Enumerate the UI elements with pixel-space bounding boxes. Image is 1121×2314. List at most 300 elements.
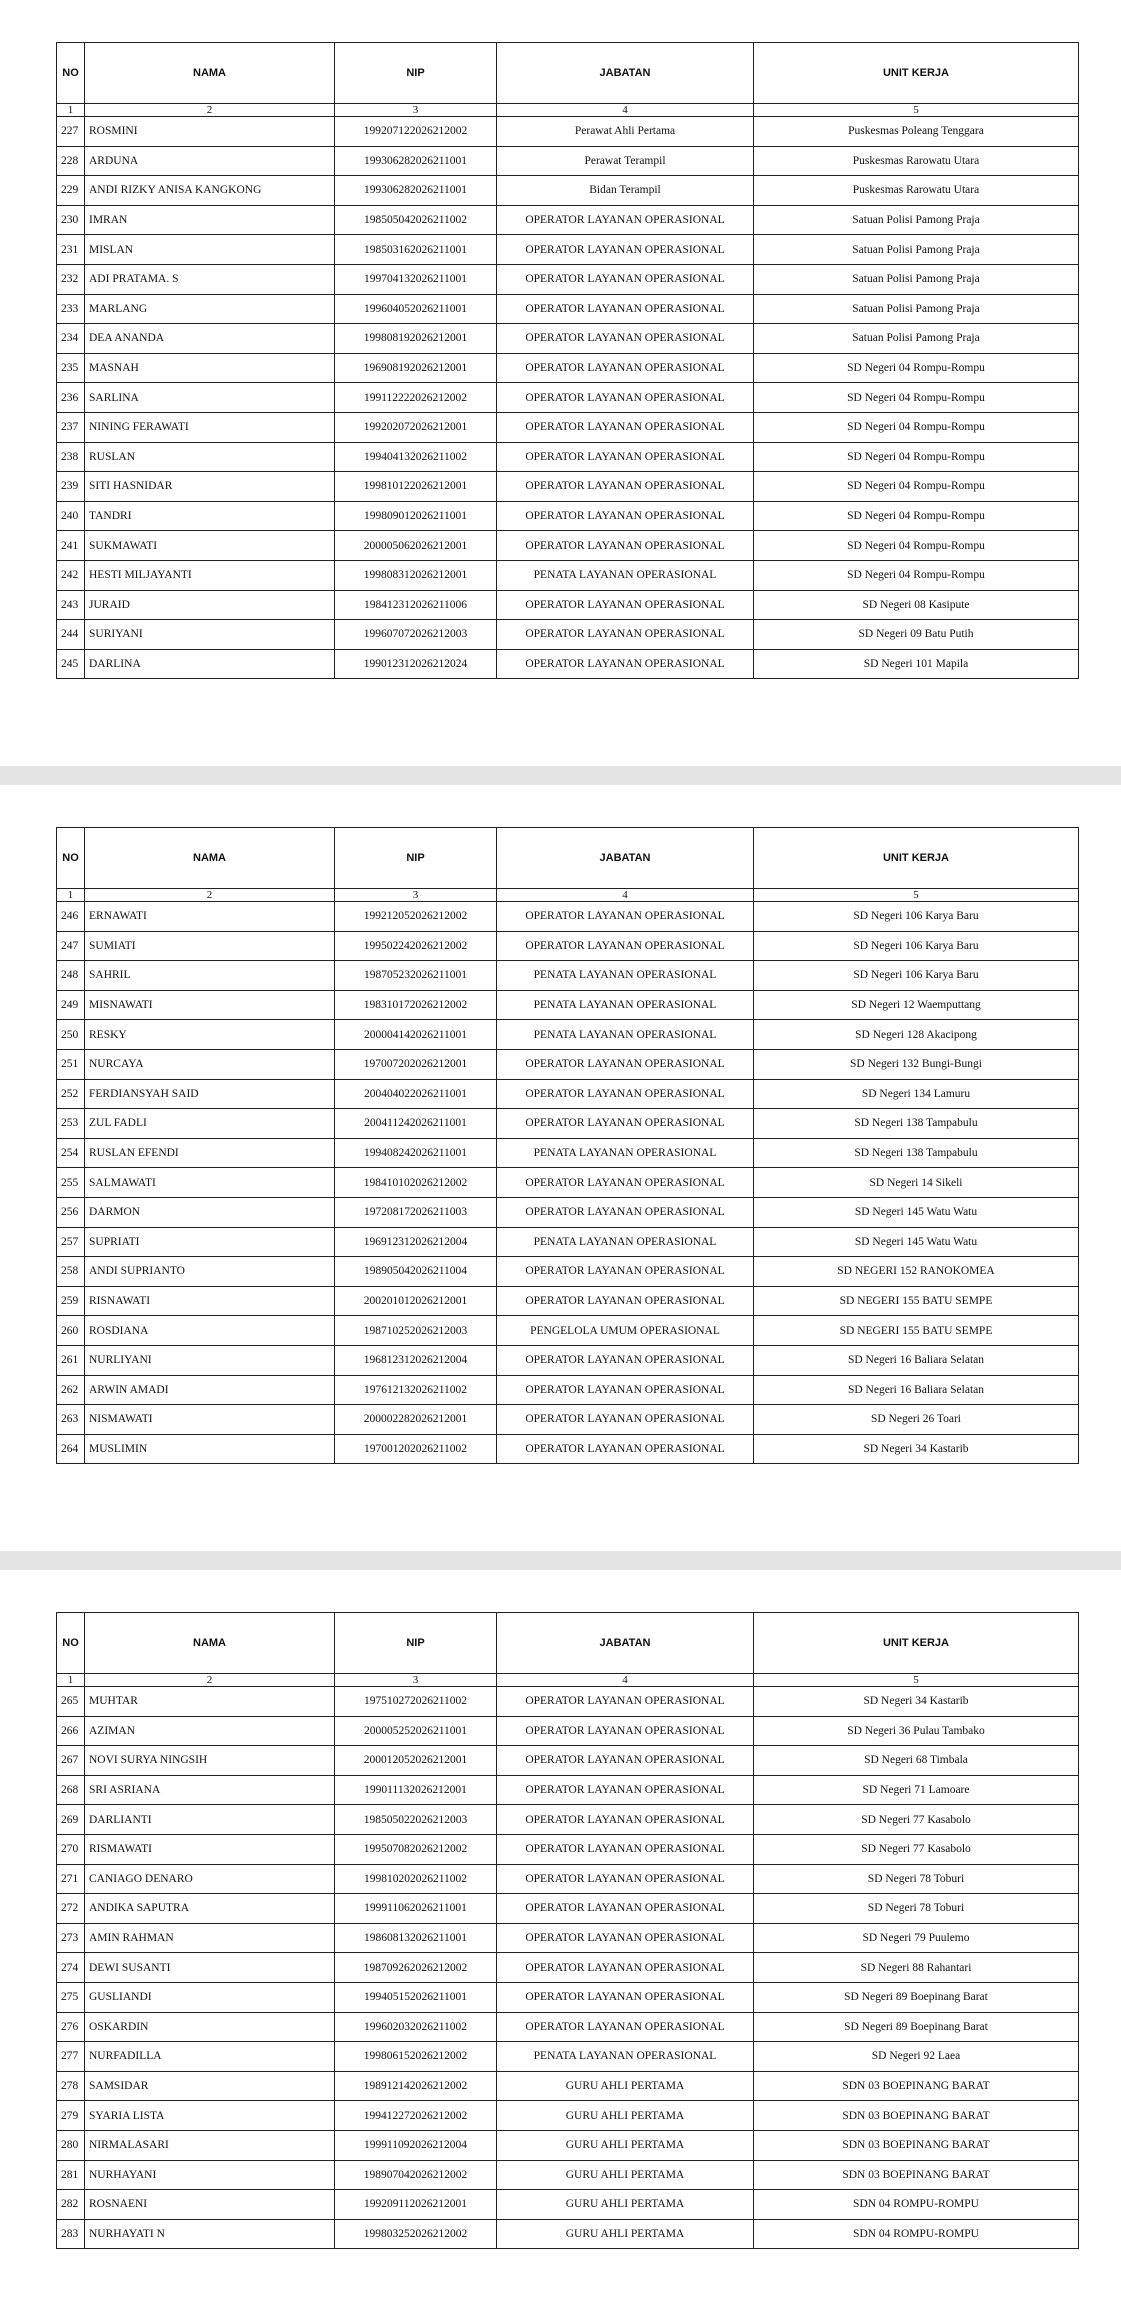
cell-no: 274 bbox=[57, 1953, 85, 1983]
cell-nama: NURLIYANI bbox=[85, 1345, 335, 1375]
table-row bbox=[57, 1345, 1079, 1375]
cell-unit-kerja: Satuan Polisi Pamong Praja bbox=[754, 294, 1079, 324]
cell-nip: 197612132026211002 bbox=[335, 1375, 497, 1405]
cell-jabatan: GURU AHLI PERTAMA bbox=[497, 2160, 754, 2190]
cell-no: 244 bbox=[57, 620, 85, 650]
cell-nip: 199209112026212001 bbox=[335, 2190, 497, 2220]
cell-nip: 199212052026212002 bbox=[335, 902, 497, 932]
table-row bbox=[57, 1316, 1079, 1346]
cell-nama: ANDI RIZKY ANISA KANGKONG bbox=[85, 176, 335, 206]
cell-jabatan: OPERATOR LAYANAN OPERASIONAL bbox=[497, 383, 754, 413]
cell-nama: ARWIN AMADI bbox=[85, 1375, 335, 1405]
cell-jabatan: OPERATOR LAYANAN OPERASIONAL bbox=[497, 1805, 754, 1835]
cell-nama: ADI PRATAMA. S bbox=[85, 264, 335, 294]
table-body bbox=[57, 1687, 1079, 2249]
header-no: NO bbox=[57, 43, 85, 104]
cell-jabatan: OPERATOR LAYANAN OPERASIONAL bbox=[497, 1687, 754, 1717]
cell-jabatan: OPERATOR LAYANAN OPERASIONAL bbox=[497, 235, 754, 265]
cell-nip: 200411242026211001 bbox=[335, 1109, 497, 1139]
cell-nama: MUHTAR bbox=[85, 1687, 335, 1717]
table-row bbox=[57, 176, 1079, 206]
table-row bbox=[57, 1923, 1079, 1953]
column-index: 2 bbox=[85, 1674, 335, 1687]
cell-no: 272 bbox=[57, 1894, 85, 1924]
cell-nip: 199011132026212001 bbox=[335, 1775, 497, 1805]
cell-nip: 198907042026212002 bbox=[335, 2160, 497, 2190]
cell-unit-kerja: SD Negeri 77 Kasabolo bbox=[754, 1834, 1079, 1864]
cell-jabatan: OPERATOR LAYANAN OPERASIONAL bbox=[497, 294, 754, 324]
table-row bbox=[57, 2130, 1079, 2160]
cell-nip: 198503162026211001 bbox=[335, 235, 497, 265]
cell-no: 267 bbox=[57, 1746, 85, 1776]
table-row bbox=[57, 1197, 1079, 1227]
cell-nama: GUSLIANDI bbox=[85, 1982, 335, 2012]
cell-jabatan: OPERATOR LAYANAN OPERASIONAL bbox=[497, 620, 754, 650]
cell-unit-kerja: SD Negeri 68 Timbala bbox=[754, 1746, 1079, 1776]
cell-no: 245 bbox=[57, 649, 85, 679]
table-row bbox=[57, 294, 1079, 324]
column-index: 5 bbox=[754, 889, 1079, 902]
cell-nama: MISLAN bbox=[85, 235, 335, 265]
cell-nip: 196908192026212001 bbox=[335, 353, 497, 383]
table-row bbox=[57, 961, 1079, 991]
cell-unit-kerja: SD Negeri 71 Lamoare bbox=[754, 1775, 1079, 1805]
cell-nip: 199306282026211001 bbox=[335, 146, 497, 176]
table-body bbox=[57, 117, 1079, 679]
table-row bbox=[57, 2071, 1079, 2101]
cell-nama: SALMAWATI bbox=[85, 1168, 335, 1198]
cell-unit-kerja: SD Negeri 138 Tampabulu bbox=[754, 1138, 1079, 1168]
cell-nip: 198412312026211006 bbox=[335, 590, 497, 620]
table-row bbox=[57, 1227, 1079, 1257]
cell-unit-kerja: SD Negeri 106 Karya Baru bbox=[754, 961, 1079, 991]
cell-nip: 198608132026211001 bbox=[335, 1923, 497, 1953]
cell-unit-kerja: SD Negeri 89 Boepinang Barat bbox=[754, 1982, 1079, 2012]
cell-no: 279 bbox=[57, 2101, 85, 2131]
cell-jabatan: OPERATOR LAYANAN OPERASIONAL bbox=[497, 1434, 754, 1464]
column-index: 3 bbox=[335, 104, 497, 117]
cell-nip: 198410102026212002 bbox=[335, 1168, 497, 1198]
cell-nama: SAHRIL bbox=[85, 961, 335, 991]
cell-nama: ZUL FADLI bbox=[85, 1109, 335, 1139]
table-row bbox=[57, 1286, 1079, 1316]
cell-jabatan: PENATA LAYANAN OPERASIONAL bbox=[497, 1138, 754, 1168]
cell-jabatan: OPERATOR LAYANAN OPERASIONAL bbox=[497, 353, 754, 383]
table-body bbox=[57, 902, 1079, 1464]
cell-nama: MARLANG bbox=[85, 294, 335, 324]
cell-no: 266 bbox=[57, 1716, 85, 1746]
header-nama: NAMA bbox=[85, 1613, 335, 1674]
cell-no: 270 bbox=[57, 1834, 85, 1864]
document-page bbox=[0, 1570, 1121, 2314]
cell-unit-kerja: SD Negeri 145 Watu Watu bbox=[754, 1227, 1079, 1257]
cell-jabatan: OPERATOR LAYANAN OPERASIONAL bbox=[497, 1079, 754, 1109]
header-no: NO bbox=[57, 1613, 85, 1674]
cell-nip: 196812312026212004 bbox=[335, 1345, 497, 1375]
column-index: 2 bbox=[85, 889, 335, 902]
cell-nip: 199012312026212024 bbox=[335, 649, 497, 679]
cell-nama: ROSMINI bbox=[85, 117, 335, 147]
cell-jabatan: OPERATOR LAYANAN OPERASIONAL bbox=[497, 1982, 754, 2012]
cell-nama: SARLINA bbox=[85, 383, 335, 413]
table-row bbox=[57, 442, 1079, 472]
cell-jabatan: OPERATOR LAYANAN OPERASIONAL bbox=[497, 1257, 754, 1287]
cell-no: 271 bbox=[57, 1864, 85, 1894]
table-row bbox=[57, 531, 1079, 561]
cell-nama: RESKY bbox=[85, 1020, 335, 1050]
column-index: 4 bbox=[497, 104, 754, 117]
cell-nama: NISMAWATI bbox=[85, 1405, 335, 1435]
cell-unit-kerja: SDN 03 BOEPINANG BARAT bbox=[754, 2130, 1079, 2160]
table-row bbox=[57, 1746, 1079, 1776]
document-page bbox=[0, 0, 1121, 766]
table-row bbox=[57, 1049, 1079, 1079]
cell-no: 259 bbox=[57, 1286, 85, 1316]
cell-unit-kerja: SD Negeri 08 Kasipute bbox=[754, 590, 1079, 620]
cell-unit-kerja: Puskesmas Rarowatu Utara bbox=[754, 176, 1079, 206]
cell-unit-kerja: SD NEGERI 155 BATU SEMPE bbox=[754, 1316, 1079, 1346]
table-row bbox=[57, 235, 1079, 265]
cell-no: 258 bbox=[57, 1257, 85, 1287]
header-nip: NIP bbox=[335, 1613, 497, 1674]
employee-table bbox=[56, 42, 1079, 679]
table-row bbox=[57, 1375, 1079, 1405]
cell-nama: SURIYANI bbox=[85, 620, 335, 650]
cell-nama: SAMSIDAR bbox=[85, 2071, 335, 2101]
column-index-row bbox=[57, 104, 1079, 117]
cell-no: 227 bbox=[57, 117, 85, 147]
cell-jabatan: OPERATOR LAYANAN OPERASIONAL bbox=[497, 1405, 754, 1435]
cell-jabatan: OPERATOR LAYANAN OPERASIONAL bbox=[497, 1864, 754, 1894]
cell-no: 246 bbox=[57, 902, 85, 932]
cell-unit-kerja: Satuan Polisi Pamong Praja bbox=[754, 264, 1079, 294]
cell-nip: 199412272026212002 bbox=[335, 2101, 497, 2131]
cell-nip: 197510272026211002 bbox=[335, 1687, 497, 1717]
table-row bbox=[57, 1109, 1079, 1139]
cell-nama: ANDIKA SAPUTRA bbox=[85, 1894, 335, 1924]
cell-nip: 199604052026211001 bbox=[335, 294, 497, 324]
cell-jabatan: OPERATOR LAYANAN OPERASIONAL bbox=[497, 931, 754, 961]
cell-jabatan: OPERATOR LAYANAN OPERASIONAL bbox=[497, 1197, 754, 1227]
cell-unit-kerja: SD Negeri 145 Watu Watu bbox=[754, 1197, 1079, 1227]
cell-nama: DARMON bbox=[85, 1197, 335, 1227]
column-index-row bbox=[57, 1674, 1079, 1687]
employee-table bbox=[56, 1612, 1079, 2249]
cell-nama: ROSDIANA bbox=[85, 1316, 335, 1346]
table-row bbox=[57, 2160, 1079, 2190]
cell-unit-kerja: Puskesmas Rarowatu Utara bbox=[754, 146, 1079, 176]
cell-unit-kerja: SD Negeri 34 Kastarib bbox=[754, 1434, 1079, 1464]
table-row bbox=[57, 2012, 1079, 2042]
cell-jabatan: PENATA LAYANAN OPERASIONAL bbox=[497, 1227, 754, 1257]
cell-jabatan: PENGELOLA UMUM OPERASIONAL bbox=[497, 1316, 754, 1346]
document-page bbox=[0, 785, 1121, 1551]
cell-no: 273 bbox=[57, 1923, 85, 1953]
header-unit-kerja: UNIT KERJA bbox=[754, 828, 1079, 889]
cell-no: 265 bbox=[57, 1687, 85, 1717]
cell-nama: RISNAWATI bbox=[85, 1286, 335, 1316]
cell-jabatan: OPERATOR LAYANAN OPERASIONAL bbox=[497, 1953, 754, 1983]
cell-no: 228 bbox=[57, 146, 85, 176]
cell-no: 232 bbox=[57, 264, 85, 294]
cell-no: 255 bbox=[57, 1168, 85, 1198]
table-row bbox=[57, 1953, 1079, 1983]
cell-unit-kerja: SD Negeri 77 Kasabolo bbox=[754, 1805, 1079, 1835]
cell-no: 231 bbox=[57, 235, 85, 265]
cell-jabatan: GURU AHLI PERTAMA bbox=[497, 2071, 754, 2101]
column-index: 2 bbox=[85, 104, 335, 117]
table-row bbox=[57, 2101, 1079, 2131]
cell-nip: 200004142026211001 bbox=[335, 1020, 497, 1050]
cell-jabatan: GURU AHLI PERTAMA bbox=[497, 2190, 754, 2220]
cell-jabatan: OPERATOR LAYANAN OPERASIONAL bbox=[497, 1894, 754, 1924]
cell-unit-kerja: Satuan Polisi Pamong Praja bbox=[754, 324, 1079, 354]
cell-nip: 200201012026212001 bbox=[335, 1286, 497, 1316]
cell-nip: 199809012026211001 bbox=[335, 501, 497, 531]
cell-nama: JURAID bbox=[85, 590, 335, 620]
cell-unit-kerja: SD Negeri 101 Mapila bbox=[754, 649, 1079, 679]
cell-unit-kerja: SD Negeri 106 Karya Baru bbox=[754, 931, 1079, 961]
cell-unit-kerja: SD NEGERI 155 BATU SEMPE bbox=[754, 1286, 1079, 1316]
table-row bbox=[57, 117, 1079, 147]
cell-no: 281 bbox=[57, 2160, 85, 2190]
cell-nip: 197208172026211003 bbox=[335, 1197, 497, 1227]
cell-nama: HESTI MILJAYANTI bbox=[85, 560, 335, 590]
cell-nip: 199404132026211002 bbox=[335, 442, 497, 472]
cell-jabatan: OPERATOR LAYANAN OPERASIONAL bbox=[497, 1375, 754, 1405]
table-row bbox=[57, 1687, 1079, 1717]
cell-jabatan: OPERATOR LAYANAN OPERASIONAL bbox=[497, 1716, 754, 1746]
cell-jabatan: Bidan Terampil bbox=[497, 176, 754, 206]
cell-nip: 199704132026211001 bbox=[335, 264, 497, 294]
cell-no: 269 bbox=[57, 1805, 85, 1835]
table-row bbox=[57, 472, 1079, 502]
cell-nip: 198710252026212003 bbox=[335, 1316, 497, 1346]
cell-unit-kerja: SD Negeri 16 Baliara Selatan bbox=[754, 1375, 1079, 1405]
cell-no: 278 bbox=[57, 2071, 85, 2101]
table-row bbox=[57, 620, 1079, 650]
cell-jabatan: OPERATOR LAYANAN OPERASIONAL bbox=[497, 1923, 754, 1953]
table-row bbox=[57, 1805, 1079, 1835]
cell-no: 239 bbox=[57, 472, 85, 502]
cell-no: 242 bbox=[57, 560, 85, 590]
cell-unit-kerja: SDN 03 BOEPINANG BARAT bbox=[754, 2160, 1079, 2190]
cell-nip: 199810122026212001 bbox=[335, 472, 497, 502]
cell-jabatan: PENATA LAYANAN OPERASIONAL bbox=[497, 1020, 754, 1050]
table-row bbox=[57, 264, 1079, 294]
cell-unit-kerja: SD Negeri 128 Akacipong bbox=[754, 1020, 1079, 1050]
cell-nip: 199808192026212001 bbox=[335, 324, 497, 354]
table-row bbox=[57, 2190, 1079, 2220]
cell-nama: DARLINA bbox=[85, 649, 335, 679]
cell-unit-kerja: SD Negeri 34 Kastarib bbox=[754, 1687, 1079, 1717]
cell-nip: 197001202026211002 bbox=[335, 1434, 497, 1464]
cell-no: 229 bbox=[57, 176, 85, 206]
cell-unit-kerja: SD Negeri 132 Bungi-Bungi bbox=[754, 1049, 1079, 1079]
cell-no: 262 bbox=[57, 1375, 85, 1405]
cell-unit-kerja: SD NEGERI 152 RANOKOMEA bbox=[754, 1257, 1079, 1287]
cell-nama: FERDIANSYAH SAID bbox=[85, 1079, 335, 1109]
cell-nama: ERNAWATI bbox=[85, 902, 335, 932]
cell-nama: DEWI SUSANTI bbox=[85, 1953, 335, 1983]
header-jabatan: JABATAN bbox=[497, 828, 754, 889]
table-row bbox=[57, 1864, 1079, 1894]
cell-no: 238 bbox=[57, 442, 85, 472]
cell-nip: 199810202026211002 bbox=[335, 1864, 497, 1894]
header-nip: NIP bbox=[335, 43, 497, 104]
table-row bbox=[57, 383, 1079, 413]
cell-jabatan: OPERATOR LAYANAN OPERASIONAL bbox=[497, 205, 754, 235]
cell-no: 275 bbox=[57, 1982, 85, 2012]
cell-unit-kerja: SD Negeri 04 Rompu-Rompu bbox=[754, 383, 1079, 413]
cell-nip: 200005252026211001 bbox=[335, 1716, 497, 1746]
cell-nip: 199502242026212002 bbox=[335, 931, 497, 961]
column-index: 4 bbox=[497, 1674, 754, 1687]
cell-no: 264 bbox=[57, 1434, 85, 1464]
cell-jabatan: PENATA LAYANAN OPERASIONAL bbox=[497, 961, 754, 991]
table-row bbox=[57, 990, 1079, 1020]
table-row bbox=[57, 146, 1079, 176]
cell-jabatan: OPERATOR LAYANAN OPERASIONAL bbox=[497, 902, 754, 932]
cell-nip: 198705232026211001 bbox=[335, 961, 497, 991]
cell-no: 277 bbox=[57, 2042, 85, 2072]
table-row bbox=[57, 560, 1079, 590]
cell-nip: 199405152026211001 bbox=[335, 1982, 497, 2012]
cell-unit-kerja: SD Negeri 14 Sikeli bbox=[754, 1168, 1079, 1198]
cell-nip: 198505022026212003 bbox=[335, 1805, 497, 1835]
cell-jabatan: GURU AHLI PERTAMA bbox=[497, 2101, 754, 2131]
cell-nama: SITI HASNIDAR bbox=[85, 472, 335, 502]
header-row bbox=[57, 1613, 1079, 1674]
cell-no: 234 bbox=[57, 324, 85, 354]
cell-nip: 199112222026212002 bbox=[335, 383, 497, 413]
cell-nama: NINING FERAWATI bbox=[85, 412, 335, 442]
cell-nip: 199607072026212003 bbox=[335, 620, 497, 650]
cell-no: 237 bbox=[57, 412, 85, 442]
cell-unit-kerja: SD Negeri 04 Rompu-Rompu bbox=[754, 412, 1079, 442]
column-index: 5 bbox=[754, 1674, 1079, 1687]
cell-nama: SUMIATI bbox=[85, 931, 335, 961]
cell-jabatan: OPERATOR LAYANAN OPERASIONAL bbox=[497, 1109, 754, 1139]
cell-nama: SUPRIATI bbox=[85, 1227, 335, 1257]
cell-no: 260 bbox=[57, 1316, 85, 1346]
cell-unit-kerja: Satuan Polisi Pamong Praja bbox=[754, 235, 1079, 265]
cell-jabatan: GURU AHLI PERTAMA bbox=[497, 2219, 754, 2249]
cell-no: 241 bbox=[57, 531, 85, 561]
header-unit-kerja: UNIT KERJA bbox=[754, 1613, 1079, 1674]
cell-unit-kerja: SD Negeri 16 Baliara Selatan bbox=[754, 1345, 1079, 1375]
cell-jabatan: OPERATOR LAYANAN OPERASIONAL bbox=[497, 1049, 754, 1079]
cell-jabatan: OPERATOR LAYANAN OPERASIONAL bbox=[497, 1286, 754, 1316]
cell-no: 254 bbox=[57, 1138, 85, 1168]
table-row bbox=[57, 1716, 1079, 1746]
table-row bbox=[57, 590, 1079, 620]
cell-jabatan: OPERATOR LAYANAN OPERASIONAL bbox=[497, 590, 754, 620]
table-row bbox=[57, 412, 1079, 442]
cell-unit-kerja: SD Negeri 134 Lamuru bbox=[754, 1079, 1079, 1109]
cell-jabatan: OPERATOR LAYANAN OPERASIONAL bbox=[497, 649, 754, 679]
cell-no: 247 bbox=[57, 931, 85, 961]
cell-nip: 200005062026212001 bbox=[335, 531, 497, 561]
cell-nip: 199207122026212002 bbox=[335, 117, 497, 147]
cell-jabatan: PENATA LAYANAN OPERASIONAL bbox=[497, 2042, 754, 2072]
table-row bbox=[57, 1405, 1079, 1435]
cell-nip: 200404022026211001 bbox=[335, 1079, 497, 1109]
cell-nama: AMIN RAHMAN bbox=[85, 1923, 335, 1953]
table-row bbox=[57, 1834, 1079, 1864]
cell-jabatan: OPERATOR LAYANAN OPERASIONAL bbox=[497, 1168, 754, 1198]
cell-nip: 199803252026212002 bbox=[335, 2219, 497, 2249]
cell-nip: 199911092026212004 bbox=[335, 2130, 497, 2160]
cell-jabatan: OPERATOR LAYANAN OPERASIONAL bbox=[497, 501, 754, 531]
cell-unit-kerja: SD Negeri 88 Rahantari bbox=[754, 1953, 1079, 1983]
cell-nama: NURHAYANI bbox=[85, 2160, 335, 2190]
cell-unit-kerja: SDN 04 ROMPU-ROMPU bbox=[754, 2190, 1079, 2220]
cell-jabatan: OPERATOR LAYANAN OPERASIONAL bbox=[497, 264, 754, 294]
table-row bbox=[57, 1079, 1079, 1109]
cell-unit-kerja: SD Negeri 04 Rompu-Rompu bbox=[754, 353, 1079, 383]
column-index: 3 bbox=[335, 1674, 497, 1687]
cell-nip: 196912312026212004 bbox=[335, 1227, 497, 1257]
cell-no: 250 bbox=[57, 1020, 85, 1050]
column-index: 5 bbox=[754, 104, 1079, 117]
cell-jabatan: OPERATOR LAYANAN OPERASIONAL bbox=[497, 412, 754, 442]
table-row bbox=[57, 1138, 1079, 1168]
cell-nip: 199408242026211001 bbox=[335, 1138, 497, 1168]
column-index-row bbox=[57, 889, 1079, 902]
header-nama: NAMA bbox=[85, 828, 335, 889]
cell-nama: TANDRI bbox=[85, 501, 335, 531]
cell-jabatan: OPERATOR LAYANAN OPERASIONAL bbox=[497, 472, 754, 502]
cell-jabatan: OPERATOR LAYANAN OPERASIONAL bbox=[497, 1345, 754, 1375]
table-row bbox=[57, 1775, 1079, 1805]
column-index: 1 bbox=[57, 104, 85, 117]
cell-jabatan: OPERATOR LAYANAN OPERASIONAL bbox=[497, 1775, 754, 1805]
cell-no: 233 bbox=[57, 294, 85, 324]
cell-unit-kerja: SD Negeri 26 Toari bbox=[754, 1405, 1079, 1435]
cell-nama: ARDUNA bbox=[85, 146, 335, 176]
cell-nama: ROSNAENI bbox=[85, 2190, 335, 2220]
cell-nama: OSKARDIN bbox=[85, 2012, 335, 2042]
table-row bbox=[57, 353, 1079, 383]
cell-jabatan: PENATA LAYANAN OPERASIONAL bbox=[497, 560, 754, 590]
cell-nip: 198912142026212002 bbox=[335, 2071, 497, 2101]
cell-no: 240 bbox=[57, 501, 85, 531]
column-index: 4 bbox=[497, 889, 754, 902]
cell-no: 248 bbox=[57, 961, 85, 991]
table-row bbox=[57, 1434, 1079, 1464]
table-row bbox=[57, 902, 1079, 932]
table-row bbox=[57, 2219, 1079, 2249]
cell-no: 253 bbox=[57, 1109, 85, 1139]
cell-nip: 198310172026212002 bbox=[335, 990, 497, 1020]
cell-unit-kerja: SD Negeri 04 Rompu-Rompu bbox=[754, 442, 1079, 472]
cell-unit-kerja: SD Negeri 12 Waemputtang bbox=[754, 990, 1079, 1020]
cell-nama: NIRMALASARI bbox=[85, 2130, 335, 2160]
cell-nama: AZIMAN bbox=[85, 1716, 335, 1746]
column-index: 1 bbox=[57, 889, 85, 902]
cell-no: 243 bbox=[57, 590, 85, 620]
cell-unit-kerja: Puskesmas Poleang Tenggara bbox=[754, 117, 1079, 147]
table-row bbox=[57, 205, 1079, 235]
cell-jabatan: OPERATOR LAYANAN OPERASIONAL bbox=[497, 1834, 754, 1864]
cell-nama: NURHAYATI N bbox=[85, 2219, 335, 2249]
header-jabatan: JABATAN bbox=[497, 1613, 754, 1674]
table-row bbox=[57, 931, 1079, 961]
cell-unit-kerja: SD Negeri 36 Pulau Tambako bbox=[754, 1716, 1079, 1746]
cell-unit-kerja: SD Negeri 09 Batu Putih bbox=[754, 620, 1079, 650]
header-jabatan: JABATAN bbox=[497, 43, 754, 104]
